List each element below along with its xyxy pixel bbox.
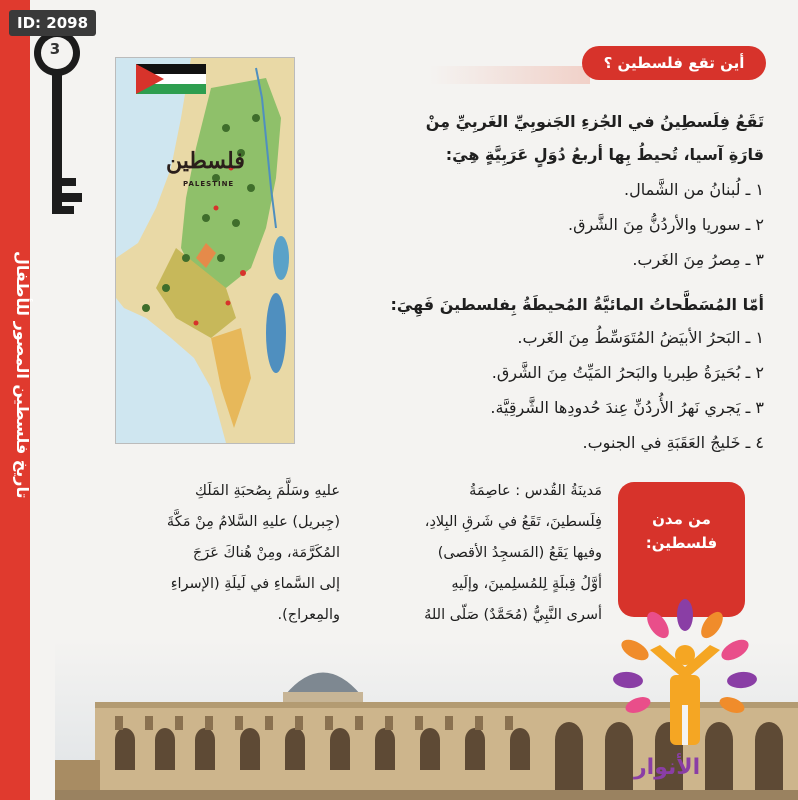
jerusalem-right-line-3: وفيها يَقَعُ (المَسجِدُ الأقصى) [437, 545, 602, 561]
neighbor-item-2: ٢ ـ سوريا والأردُنُّ مِنَ الشَّرق. [567, 215, 764, 234]
water-item-3: ٣ ـ يَجري نَهرُ الأُردُنِّ عِندَ حُدودِها الشَّرقِيَّة. [490, 398, 764, 417]
jerusalem-right-line-1: مَدينَةُ القُدس : عاصِمَةُ [469, 483, 602, 499]
jerusalem-left-line-5: والمِعراج). [277, 607, 340, 623]
cities-heading-line-1: من مدن [652, 510, 711, 528]
cities-heading-line-2: فلسطين: [645, 534, 718, 552]
jerusalem-left-line-3: المُكَرَّمَة، ومِنْ هُناكَ عَرَجَ [192, 545, 340, 561]
location-text-line-1: تَقَعُ فِلَسطِينُ في الجُزءِ الجَنوبِيِّ الغَربِيِّ مِنْ [425, 112, 764, 131]
neighbor-item-3: ٣ ـ مِصرُ مِنَ الغَرب. [632, 250, 764, 269]
water-item-2: ٢ ـ بُحَيرَةُ طِبريا والبَحرُ المَيِّتُ مِنَ الشَّرق. [491, 363, 764, 382]
water-item-4: ٤ ـ خَليجُ العَقَبَةِ في الجنوب. [582, 433, 764, 452]
jerusalem-left-line-2: (جِبريل) عليهِ السَّلامُ مِنْ مَكَّةَ [166, 514, 340, 530]
page-number: 3 [49, 40, 61, 58]
map-title: فلسطين [166, 148, 245, 174]
book-title-vertical: تاريخ فلسطين المصور للأطفال [13, 251, 32, 499]
question-heading: أين تقع فلسطين ؟ [582, 46, 766, 80]
location-text-line-2: قارَةِ آسيا، تُحيطُ بِها أربعُ دُوَلٍ عَرَبِيَّةٍ هِيَ: [445, 145, 764, 164]
jerusalem-right-line-2: فِلَسطينَ، تَقَعُ في شَرقِ البِلادِ، [424, 514, 602, 530]
neighbor-item-1: ١ ـ لُبنانُ من الشَّمال. [624, 180, 764, 199]
jerusalem-right-line-5: أسرى النَّبِيُّ (مُحَمَّدٌ) صَلّى اللهُ [424, 607, 602, 623]
jerusalem-right-line-4: أوَّلُ قِبلَةٍ لِلمُسلِمينَ، وإلَيهِ [451, 576, 602, 592]
question-banner-fade [430, 66, 590, 84]
map-subtitle: PALESTINE [183, 180, 235, 188]
jerusalem-left-line-1: عليهِ وسَلَّمَ بِصُحبَةِ المَلَكِ [195, 483, 340, 499]
jerusalem-text-right-column [424, 476, 602, 631]
water-item-1: ١ ـ البَحرُ الأبيَضُ المُتَوَسِّطُ مِنَ الغَرب. [517, 328, 764, 347]
water-intro: أمّا المُسَطَّحاتُ المائيَّةُ المُحيطَةُ بِفلسطينَ فَهِيَ: [390, 295, 764, 314]
map-illustration [116, 58, 294, 443]
id-badge: ID: 2098 [9, 10, 96, 36]
palestine-map [115, 57, 295, 444]
jerusalem-text-left-column [167, 476, 340, 631]
logo-text: الأنوار [634, 755, 701, 780]
jerusalem-left-line-4: إلى السَّماءِ في لَيلَةِ (الإسراءِ [170, 576, 340, 592]
